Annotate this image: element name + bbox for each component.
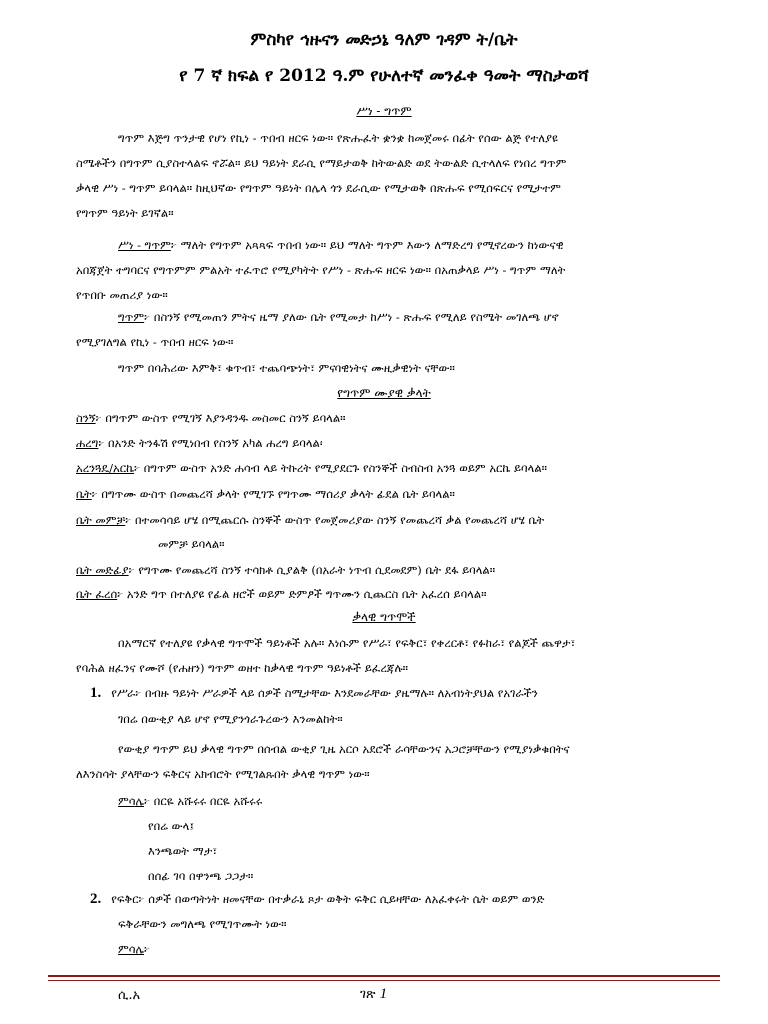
paragraph-line: አበጃጀት ተግባርና የግጥምም ምልአት ተፈጥሮ የሚያካትት የሥነ - ጽሑፍ ዘርፍ ነው። በአጠቃላይ ሥነ - ግጥም ማለት [76, 263, 566, 277]
paragraph-line: ስሜቶችን በግጥም ሲያስተላልፍ ኖሯል። ይህ ዓይነት ደራሲ የማይታወቅ ከትውልድ ወደ ትውልድ ሲተላለፍ የነበረ ግጥም [76, 156, 567, 170]
section-heading-oral-poems: ቃላዊ ግጥሞች [352, 610, 416, 624]
paragraph-line: የግጥም ዓይነት ይገኛል። [76, 206, 174, 220]
school-title: ምስካየ ኅዙናን መድኃኔ ዓለም ገዳም ት/ቤት [250, 30, 518, 50]
term-line: ቤት ፈረሰ፦ አንድ ግጥ በተለያዩ የፊል ዘሮች ወይም ድምፆች ግጥሙን ሲጨርስ ቤት አፈረሰ ይባላል። [76, 587, 487, 601]
paragraph-line: የባሕል ዘፈንና የሙሾ (የሐዘን) ግጥም ወዘተ ከቃላዊ ግጥም ዓይነቶች ይፈረጃሉ። [76, 661, 409, 675]
paragraph-line: የሚያገለግል የኪነ - ጥበብ ዘርፍ ነው። [76, 335, 234, 349]
paragraph-line: ሥነ - ግጥም፦ ማለት የግጥም አጻጻፍ ጥበብ ነው። ይህ ማለት ግጥም እውን ለማድረግ የሚኖረውን ከነውናዊ [118, 238, 564, 252]
term-line: አረንጓዴ/አርኬ፦ በግጥም ውስጥ አንድ ሐሳብ ላይ ትኩረት የሚያደርጉ የስንኞች ስብስብ አንጓ ወይም አርኬ ይባላል። [76, 461, 547, 475]
paragraph-line: የጥበቡ መጠሪያ ነው። [76, 288, 168, 302]
exam-title: የ 7 ኛ ክፍል የ 2012 ዓ.ም የሁለተኛ መንፈቀ ዓመት ማስታወሻ [179, 66, 589, 86]
paragraph-line: ፍቅራቸውን መግለጫ የሚገጥሙት ነው። [118, 917, 287, 931]
paragraph-line: የውቂያ ግጥም ይህ ቃላዊ ግጥም በሰብል ውቂያ ጊዜ አርሶ አደሮች ራሳቸውንና አጋሮቻቸውን የሚያነቃቁበትና [118, 742, 570, 756]
term-line: ቤት፦ በግጥሙ ውስጥ በመጨረሻ ቃላት የሚገኙ የግጥሙ ማሰሪያ ቃላት ፊደል ቤት ይባላል። [76, 487, 455, 501]
term-line: ሐረግ፦ በአንድ ትንፋሽ የሚነበብ የስንኝ አካል ሐረግ ይባላል፡ [76, 436, 323, 450]
paragraph-line: በአማርኛ የተለያዩ የቃላዊ ግጥሞች ዓይነቶች አሉ። እነሱም የሥራ፣ የፍቅር፣ የቀረርቶ፣ የፉከራ፣ የልጆች ጨዋታ፣ [118, 636, 576, 650]
paragraph-line: ግጥም፦ በስንኝ የሚመጠን ምትና ዜማ ያለው ቤት የሚመታ ከሥነ - ጽሑፍ የሚለይ የስሜት መገለጫ ሆኖ [118, 310, 559, 324]
list-item-love: 2. የፍቅር፦ ሰዎች በወጣትነት ዘመናቸው በተቃራኒ ጾታ ወቅት ፍቅር ሲይዛቸው ለአፈቀሩት ሴት ወይም ወንድ [90, 891, 545, 907]
term-line-continued: መምቻ ይባላል። [158, 537, 225, 551]
term-poetic-art: ሥነ - ግጥም [118, 238, 171, 252]
section-heading-poetry: ሥነ - ግጥም [356, 104, 412, 118]
example-line: የበሬ ውላ፤ [148, 819, 195, 833]
term-line: ቤት መድፊያ፦ የግጥሙ የመጨረሻ ስንኝ ተሳክቶ ሲያልቅ (በአራት ነጥብ ሲደመደም) ቤት ደፋ ይባላል። [76, 563, 496, 577]
section-heading-terms: የግጥም ሙያዊ ቃላት [337, 386, 431, 400]
paragraph-line: ቃላዊ ሥነ - ግጥም ይባላል። ከዚህኛው የግጥም ዓይነት በሌላ ጎን ደራሲው የሚታወቅ በጽሑፍ የሚሰፍርና የሚታተም [76, 181, 561, 195]
term-line: ስንኝ፦ በግጥም ውስጥ የሚገኝ እያንዳንዱ መስመር ስንኝ ይባላል። [76, 411, 346, 425]
paragraph-line: ግጥም በባሕሪው እምቅ፣ ቁጥብ፣ ተጨባጭነት፣ ምናባዊነትና ሙዚቃዊነት ናቸው። [118, 361, 455, 375]
footer-author: ሲ.አ [118, 988, 141, 1003]
paragraph-line: ገበሬ በውቂያ ላይ ሆኖ የሚያንጎራጉረውን እንመልከት። [118, 712, 343, 726]
example-line: በሰፊ ገባ በዋንጫ ጋጋታ። [148, 869, 254, 883]
paragraph-line: ለእንስሳት ያላቸውን ፍቅርና አክብሮት የሚገልጹበት ቃላዊ ግጥም ነው። [76, 767, 370, 781]
example-line: ምሳሌ፦ [118, 942, 151, 956]
example-line: ምሳሌ፦ በርዬ አሹሩሩ በርዬ አሹሩሩ [118, 794, 263, 808]
example-line: እንጫወት ማታ፣ [148, 844, 218, 858]
list-item-work: 1. የሥራ፦ በብዙ ዓይነት ሥራዎች ላይ ሰዎች ስሚታቸው እንደመራቸው ያዜማሉ። ለአብነትያህል የአገራችን [90, 685, 538, 701]
page-number: ገጽ 1 [360, 986, 388, 1002]
footer-divider [48, 975, 720, 981]
term-line: ቤት መምቻ፦ በተመሳሳይ ሆሄ በሚጨርሱ ስንኞች ውስጥ የመጀመሪያው ስንኝ የመጨረሻ ቃል የመጨረሻ ሆሄ ቤት [76, 513, 545, 527]
term-poem: ግጥም [118, 310, 145, 324]
paragraph-line: ግጥም እጅግ ጥንታዊ የሆነ የኪነ - ጥበብ ዘርፍ ነው። የጽሑፈት ቋንቋ ከመጀመሩ በፊት የሰው ልጅ የተለያዩ [118, 131, 558, 145]
